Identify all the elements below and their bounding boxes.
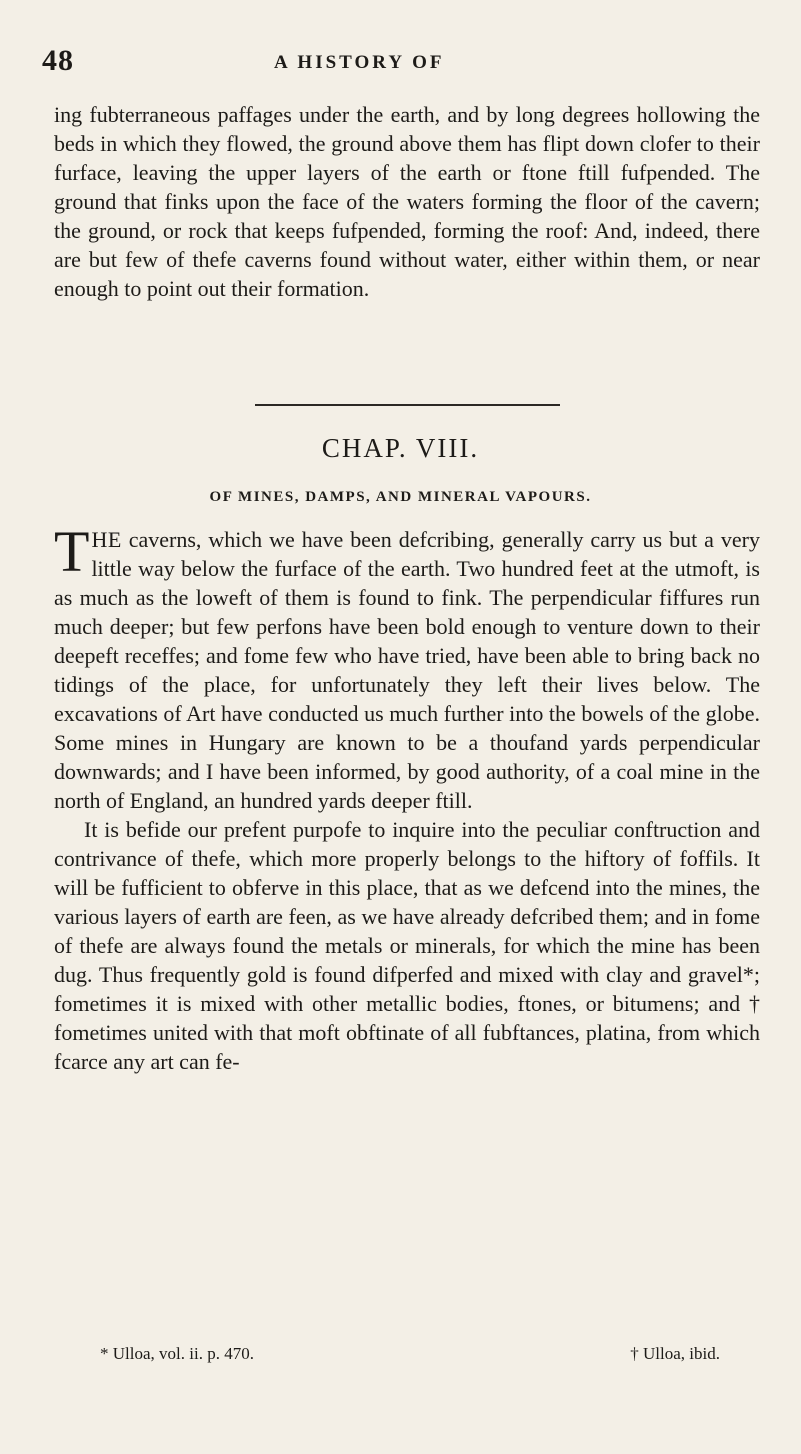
footnote-1: * Ulloa, vol. ii. p. 470. xyxy=(100,1344,254,1363)
chapter-title: CHAP. VIII. xyxy=(321,433,480,463)
footnotes xyxy=(100,1344,720,1364)
intro-text-block xyxy=(54,100,760,303)
drop-cap: T xyxy=(54,519,90,584)
paragraph-1-body: caverns, which we have been defcribing, generally carry us but a very little way below the furface of the earth. Two hundred feet at the utmoft, is as much as the loweft of them is found to fink. The perpendicular fiffures run much deeper; but few perfons have been bold enough to venture down to their deepeft receffes; and fome few who have tried, have been able to bring back no tidings of the place, for unfortunately they left their lives below. The excavations of Art have conducted us much further into the bowels of the globe. Some mines in Hungary are known to be a thoufand yards perpendicular downwards; and I have been informed, by good authority, of a coal mine in the north of England, an hundred yards deeper ftill. xyxy=(54,527,760,813)
intro-paragraph: ing fubterraneous paffages under the earth, and by long degrees hollowing the beds in which they flowed, the ground above them has flipt down clofer to their furface, leaving the upper layers of the earth or ftone ftill fufpended. The ground that finks upon the face of the waters forming the floor of the cavern; the ground, or rock that keeps fufpended, forming the roof: And, indeed, there are but few of thefe caverns found without water, either within them, or near enough to point out their formation. xyxy=(54,102,760,301)
chapter-subtitle: OF MINES, DAMPS, AND MINERAL VAPOURS. xyxy=(209,489,592,505)
page-number: 48 xyxy=(42,44,74,77)
running-head: A HISTORY OF xyxy=(274,52,445,73)
chapter-paragraph-2: It is befide our prefent purpofe to inquire into the peculiar conftruction and contrivance of thefe, which more properly belongs to the hiftory of foffils. It will be fufficient to obferve in this place, that as we defcend into the mines, the various layers of earth are feen, as we have already defcribed them; and in fome of thefe are always found the metals or minerals, for which the mine has been dug. Thus frequently gold is found difperfed and mixed with clay and gravel*; fometimes it is mixed with other metallic bodies, ftones, or bitumens; and † fometimes united with that moft obftinate of all fubftances, platina, from which fcarce any art can fe- xyxy=(54,817,760,1074)
chapter-text-block xyxy=(54,519,760,1076)
footnote-2: † Ulloa, ibid. xyxy=(630,1344,720,1363)
page-header xyxy=(42,44,762,84)
chapter-paragraph-1 xyxy=(54,519,760,815)
section-divider xyxy=(255,404,560,406)
first-word-rest: HE xyxy=(91,527,122,552)
